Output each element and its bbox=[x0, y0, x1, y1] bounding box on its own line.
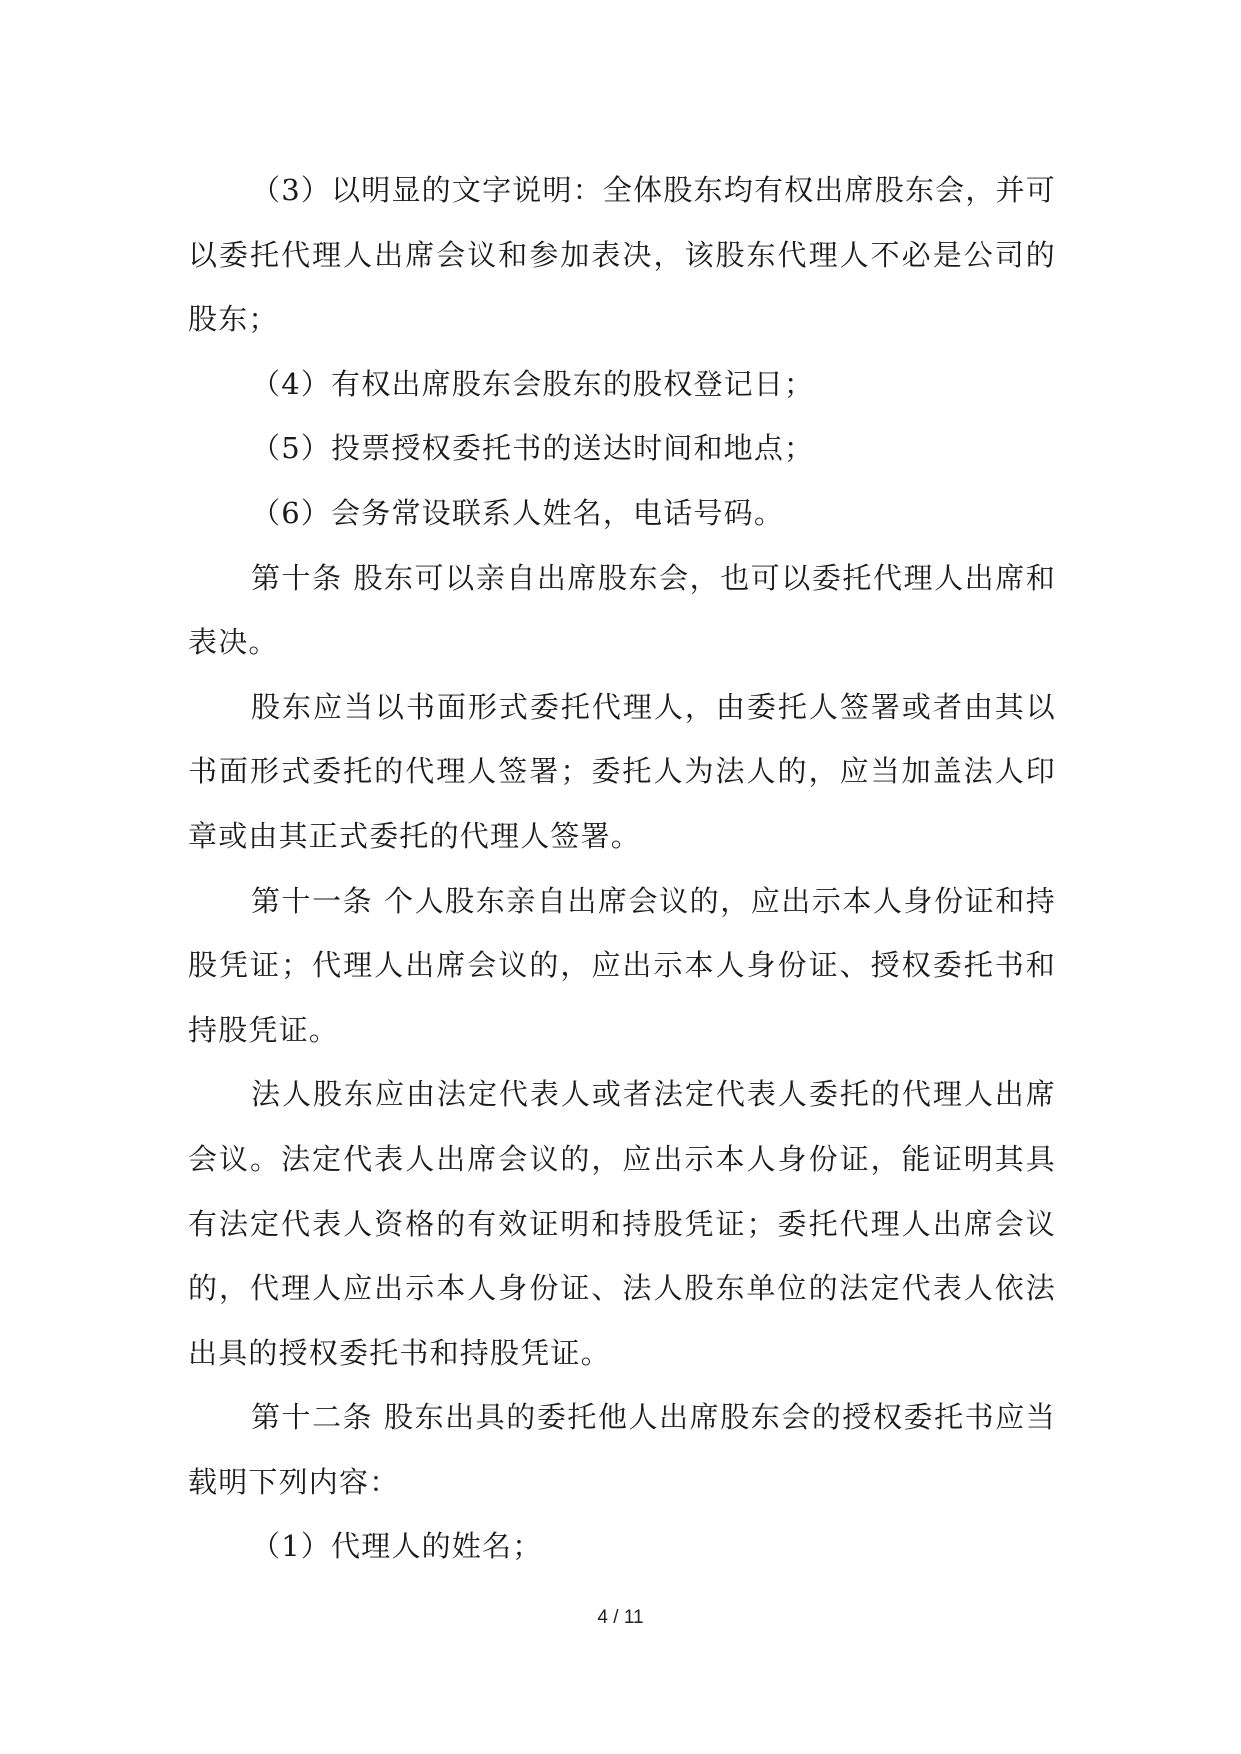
paragraph-article-11-detail: 法人股东应由法定代表人或者法定代表人委托的代理人出席会议。法定代表人出席会议的，应出示本人身份证，能证明其具有法定代表人资格的有效证明和持股凭证；委托代理人出席会议的，代理人应出示本人身份证、法人股东单位的法定代表人依法出具的授权委托书和持股凭证。 bbox=[188, 1077, 1056, 1370]
paragraph-article-10-detail: 股东应当以书面形式委托代理人，由委托人签署或者由其以书面形式委托的代理人签署；委托人为法人的，应当加盖法人印章或由其正式委托的代理人签署。 bbox=[188, 689, 1056, 853]
paragraph-article-10: 第十条 股东可以亲自出席股东会，也可以委托代理人出席和表决。 bbox=[188, 560, 1056, 660]
document-body bbox=[188, 158, 1056, 1579]
paragraph-article-12: 第十二条 股东出具的委托他人出席股东会的授权委托书应当载明下列内容： bbox=[188, 1400, 1056, 1499]
paragraph-item-6: （6）会务常设联系人姓名，电话号码。 bbox=[251, 495, 785, 530]
paragraph-article-11: 第十一条 个人股东亲自出席会议的，应出示本人身份证和持股凭证；代理人出席会议的，应出示本人身份证、授权委托书和持股凭证。 bbox=[188, 883, 1056, 1047]
page-number: 4 / 11 bbox=[597, 1607, 644, 1628]
paragraph-item-3: （3）以明显的文字说明：全体股东均有权出席股东会，并可以委托代理人出席会议和参加表决，该股东代理人不必是公司的股东； bbox=[188, 173, 1056, 337]
paragraph-item-5: （5）投票授权委托书的送达时间和地点； bbox=[251, 431, 815, 466]
paragraph-item-4: （4）有权出席股东会股东的股权登记日； bbox=[251, 366, 815, 401]
paragraph-article-12-item-1: （1）代理人的姓名； bbox=[251, 1529, 543, 1564]
